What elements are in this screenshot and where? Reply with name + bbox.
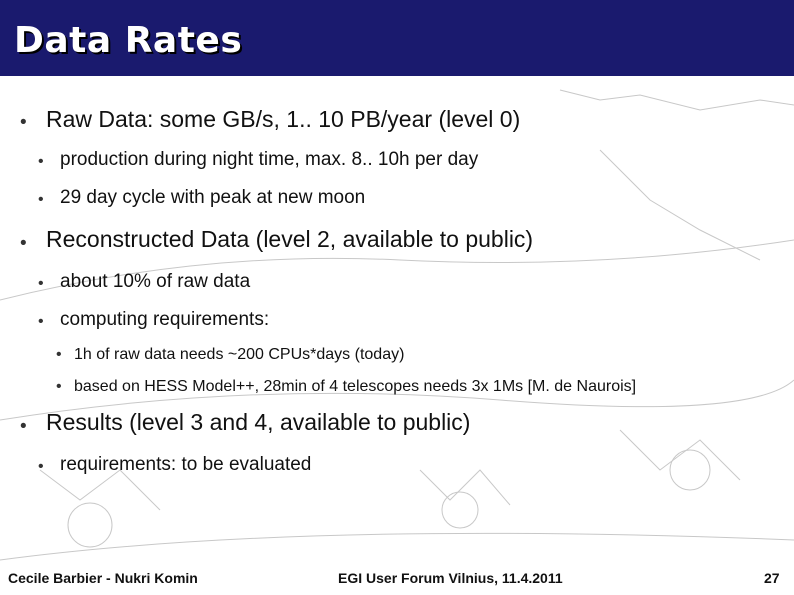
bullet-dot: • bbox=[38, 275, 44, 292]
sub-bullet-requirements: requirements: to be evaluated bbox=[60, 454, 312, 475]
bullet-dot: • bbox=[20, 416, 27, 437]
footer-authors: Cecile Barbier - Nukri Komin bbox=[8, 570, 198, 586]
bullet-reconstructed-data: Reconstructed Data (level 2, available to public) bbox=[46, 226, 534, 252]
sub-bullet-computing: computing requirements: bbox=[60, 309, 270, 330]
title-bar bbox=[0, 0, 794, 76]
sub-bullet-production: production during night time, max. 8.. 10h per day bbox=[60, 149, 479, 170]
bullet-dot: • bbox=[56, 378, 62, 395]
bullet-raw-data: Raw Data: some GB/s, 1.. 10 PB/year (level 0) bbox=[46, 106, 521, 132]
bullet-dot: • bbox=[20, 233, 27, 254]
footer-page-number: 27 bbox=[764, 570, 780, 586]
sub-bullet-cycle: 29 day cycle with peak at new moon bbox=[60, 187, 366, 208]
slide-title: Data Rates bbox=[14, 20, 243, 61]
sub-sub-bullet-cpu-days: 1h of raw data needs ~200 CPUs*days (today) bbox=[74, 346, 405, 363]
bullet-dot: • bbox=[38, 191, 44, 208]
bullet-results: Results (level 3 and 4, available to public) bbox=[46, 409, 471, 435]
sub-sub-bullet-hess-model: based on HESS Model++, 28min of 4 telescopes needs 3x 1Ms [M. de Naurois] bbox=[74, 378, 637, 395]
bullet-dot: • bbox=[20, 112, 27, 133]
bullet-dot: • bbox=[38, 458, 44, 475]
footer-event: EGI User Forum Vilnius, 11.4.2011 bbox=[338, 570, 563, 586]
sub-bullet-raw-fraction: about 10% of raw data bbox=[60, 271, 251, 292]
bullet-dot: • bbox=[56, 346, 62, 363]
bullet-dot: • bbox=[38, 313, 44, 330]
bullet-dot: • bbox=[38, 153, 44, 170]
